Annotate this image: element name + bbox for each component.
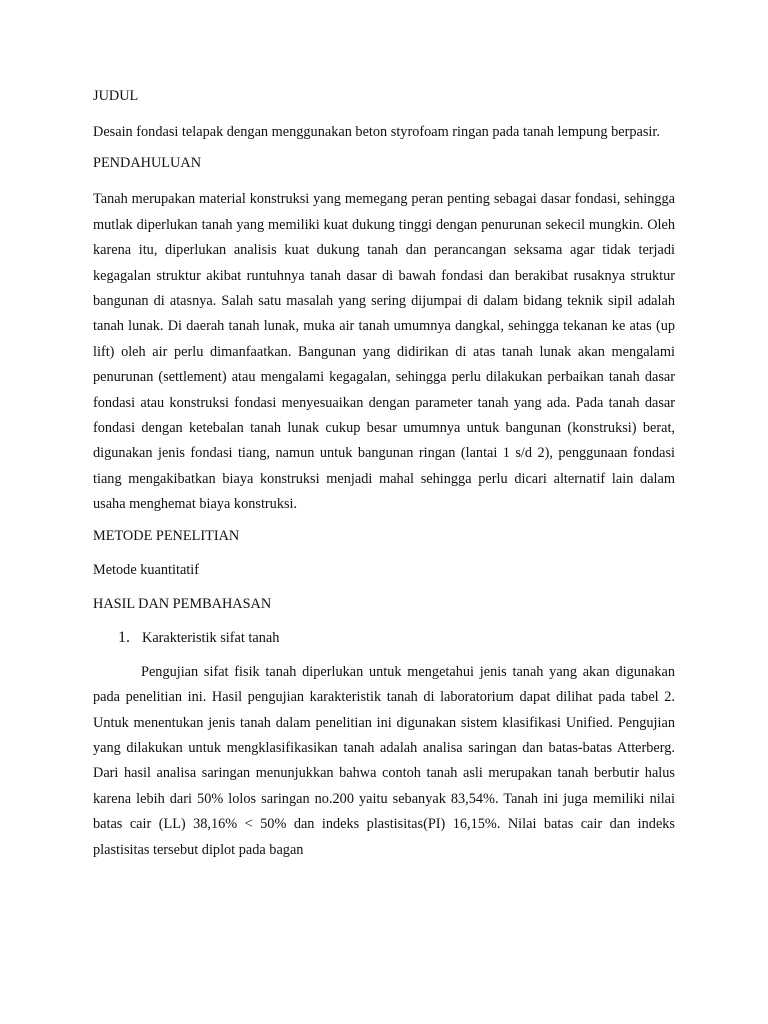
method-text: Metode kuantitatif [93, 561, 200, 578]
list-item-text: Karakteristik sifat tanah [142, 629, 280, 646]
list-item [93, 628, 675, 648]
method-heading: METODE PENELITIAN [93, 527, 240, 544]
results-paragraph: Pengujian sifat fisik tanah diperlukan untuk mengetahui jenis tanah yang akan digunakan pada penelitian ini. Hasil pengujian karakteristik tanah di laboratorium dapat dilihat pada tabel 2. Untuk menentukan jenis tanah dalam penelitian ini digunakan sistem klasifikasi Unified. Pengujian yang dilakukan untuk mengklasifikasikan tanah adalah analisa saringan dan batas-batas Atterberg. Dari hasil analisa saringan menunjukkan bahwa contoh tanah asli merupakan tanah berbutir halus karena lebih dari 50% lolos saringan no.200 yaitu sebanyak 83,54%. Tanah ini juga memiliki nilai batas cair (LL) 38,16% < 50% dan indeks plastisitas(PI) 16,15%. Nilai batas cair dan indeks plastisitas tersebut diplot pada bagan [93, 663, 675, 858]
intro-paragraph: Tanah merupakan material konstruksi yang memegang peran penting sebagai dasar fondasi, sehingga mutlak diperlukan tanah yang memiliki kuat dukung tinggi dengan penurunan sekecil mungkin. Oleh karena itu, diperlukan analisis kuat dukung tanah dan perancangan seksama agar tidak terjadi kegagalan struktur akibat runtuhnya tanah dasar di bawah fondasi dan berakibat rusaknya struktur bangunan di atasnya. Salah satu masalah yang sering dijumpai di dalam bidang teknik sipil adalah tanah lunak. Di daerah tanah lunak, muka air tanah umumnya dangkal, sehingga tekanan ke atas (up lift) oleh air perlu dimanfaatkan. Bangunan yang didirikan di atas tanah lunak akan mengalami penurunan (settlement) atau mengalami kegagalan, sehingga perlu dilakukan perbaikan tanah dasar fondasi atau konstruksi fondasi menyesuaikan dengan parameter tanah yang ada. Pada tanah dasar fondasi dengan ketebalan tanah lunak cukup besar umumnya untuk bangunan (konstruksi) berat, digunakan jenis fondasi tiang, namun untuk bangunan ringan (lantai 1 s/d 2), penggunaan fondasi tiang mengakibatkan biaya konstruksi menjadi mahal sehingga perlu dicari alternatif lain dalam usaha menghemat biaya konstruksi. [93, 191, 675, 513]
results-heading: HASIL DAN PEMBAHASAN [93, 595, 272, 612]
intro-heading: PENDAHULUAN [93, 155, 202, 172]
title-heading: JUDUL [93, 88, 139, 104]
title-text: Desain fondasi telapak dengan menggunakan beton styrofoam ringan pada tanah lempung berpasir. [93, 124, 660, 140]
list-item-number: 1. [118, 628, 130, 646]
